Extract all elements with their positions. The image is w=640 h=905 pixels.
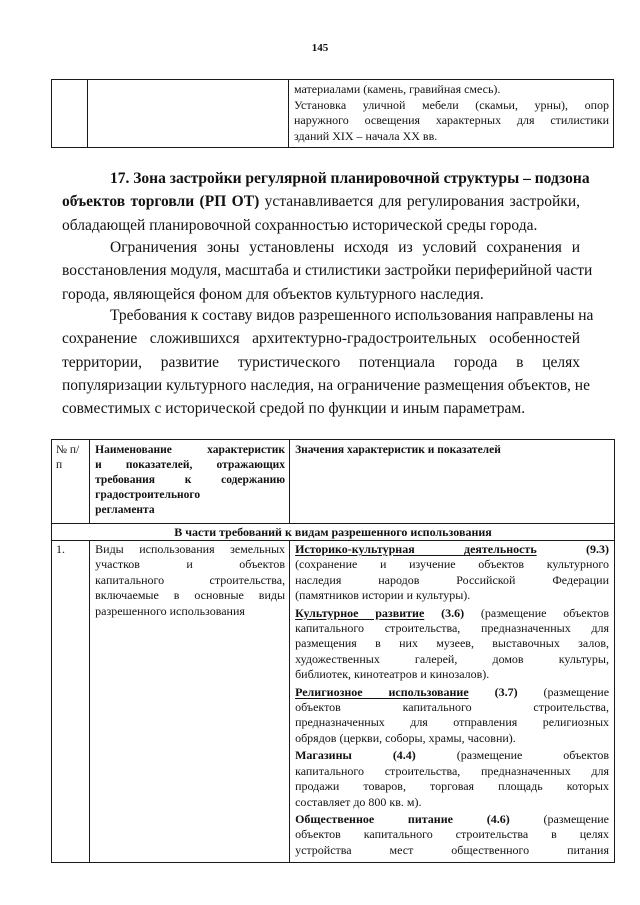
use-type-line: (размещение объектов [480, 605, 610, 620]
paragraph-line: территории, развитие туристического потенциала города в целях [62, 353, 580, 371]
row-name-line: капитального строительства, [95, 572, 286, 587]
cell-text-line: зданий XIX – начала XX вв. [294, 128, 438, 143]
use-type-line: объектов капитального строительства в целях [295, 827, 609, 842]
header-name-line: градостроительного [95, 489, 201, 501]
row-name-line: включаемые в основные виды [95, 588, 286, 603]
use-type-line: продажи товаров, торговая площадь которых [295, 779, 609, 794]
restrictions-paragraph [62, 236, 593, 306]
use-type-heading [295, 685, 609, 700]
use-type-code: (3.7) [494, 684, 518, 699]
paragraph-line: Ограничения зоны установлены исходя из условий сохранения и [110, 239, 580, 256]
header-number: № п/п [52, 440, 90, 524]
header-values: Значения характеристик и показателей [290, 440, 615, 524]
header-name-line: и показателей, отражающих [95, 459, 286, 471]
use-type-term: Магазины [295, 748, 352, 763]
page-number: 145 [311, 42, 329, 54]
zone-text-line: обладающей планировочной сохранностью исторической среды города. [62, 216, 538, 234]
row-number: 1. [52, 541, 90, 863]
section-title: В части требований к видам разрешенного использования [52, 524, 615, 541]
use-type-line: капитального строительства, предназначенных для [295, 763, 609, 778]
paragraph-line: восстановления модуля, масштаба и стилистики застройки периферийной части [62, 262, 593, 280]
requirements-paragraph [62, 304, 594, 420]
use-type-term: Общественное питание [295, 811, 453, 826]
use-type-term: Культурное развитие [295, 605, 425, 620]
table-cell-values [289, 80, 614, 148]
use-type-heading [295, 606, 609, 621]
use-type-line: составляет до 800 кв. м). [295, 794, 422, 809]
use-type-code: (9.3) [586, 542, 609, 556]
use-type-catering [295, 812, 609, 858]
paragraph-line: Требования к составу видов разрешенного использования направлены на [110, 307, 594, 324]
use-type-line: капитального строительства, предназначенных для [295, 621, 609, 636]
cell-text-line: наружного освещения характерных для стилистики [294, 113, 609, 127]
use-type-line: (размещение объектов [456, 748, 610, 763]
use-type-line: предназначенных для отправления религиозных [295, 715, 609, 730]
row-values [290, 541, 615, 863]
continuation-table [51, 79, 614, 148]
zone-text-rest: устанавливается для регулирования застройки, [259, 193, 581, 211]
zone-text-line [62, 190, 580, 213]
regulations-table [51, 439, 615, 863]
cell-text-line: Установка уличной мебели (скамьи, урны), опор [294, 97, 609, 112]
use-type-line: устройства мест общественного питания [295, 842, 609, 857]
header-name-line: регламента [95, 504, 155, 516]
use-type-heading [295, 812, 609, 827]
zone-paragraph [62, 167, 590, 237]
use-type-line: (сохранение и изучение объектов культурного [295, 557, 609, 572]
row-name-line: разрешенного использования [95, 603, 245, 618]
paragraph-line: сохранение сложившихся архитектурно-градостроительных особенностей [62, 330, 580, 348]
use-type-line: (памятников истории и культуры). [295, 588, 471, 603]
use-type-historical [295, 542, 609, 604]
table-row [52, 80, 614, 148]
use-type-code: (3.6) [441, 605, 465, 620]
use-type-term: Религиозное использование [295, 684, 469, 699]
table-row [52, 541, 615, 863]
use-type-line: размещения в них музеев, выставочных залов, [295, 636, 609, 651]
header-name-line: Наименование характеристик [95, 444, 286, 456]
use-type-line: обрядов (церкви, соборы, храмы, часовни). [295, 730, 516, 745]
use-type-line: (размещение [543, 684, 610, 699]
use-type-culture [295, 606, 609, 683]
use-type-religious [295, 685, 609, 747]
use-type-line: библиотек, кинотеатров и кинозалов). [295, 667, 490, 682]
use-type-code: (4.6) [486, 811, 510, 826]
use-type-line: (размещение [543, 811, 610, 826]
row-name [90, 541, 290, 863]
use-type-line: наследия народов Российской Федерации [295, 572, 609, 587]
paragraph-line: популяризации культурного наследия, на ограничение размещения объектов, не [62, 376, 590, 394]
table-header-row [52, 440, 615, 524]
use-type-shops [295, 748, 609, 810]
use-type-term: Историко-культурная деятельность [295, 542, 537, 556]
zone-heading-line: 17. Зона застройки регулярной планировочной структуры – подзона [110, 170, 590, 187]
zone-code: объектов торговли (РП ОТ) [62, 193, 260, 211]
table-cell-number [52, 80, 88, 148]
use-type-heading [295, 542, 609, 557]
cell-text-line: материалами (камень, гравийная смесь). [294, 82, 501, 96]
row-name-line: Виды использования земельных [95, 542, 286, 556]
paragraph-line: совместимых с исторической средой по функции и иным параметрам. [62, 400, 526, 418]
row-name-line: участков и объектов [95, 557, 286, 572]
section-row [52, 524, 615, 541]
header-name-line: требования к содержанию [95, 474, 286, 486]
use-type-line: объектов капитального строительства, [295, 700, 609, 715]
use-type-line: художественных галерей, домов культуры, [295, 651, 609, 666]
header-name [90, 440, 290, 524]
table-cell-name [88, 80, 289, 148]
use-type-heading [295, 748, 609, 763]
paragraph-line: города, являющейся фоном для объектов культурного наследия. [62, 285, 484, 303]
use-type-code: (4.4) [392, 748, 416, 763]
